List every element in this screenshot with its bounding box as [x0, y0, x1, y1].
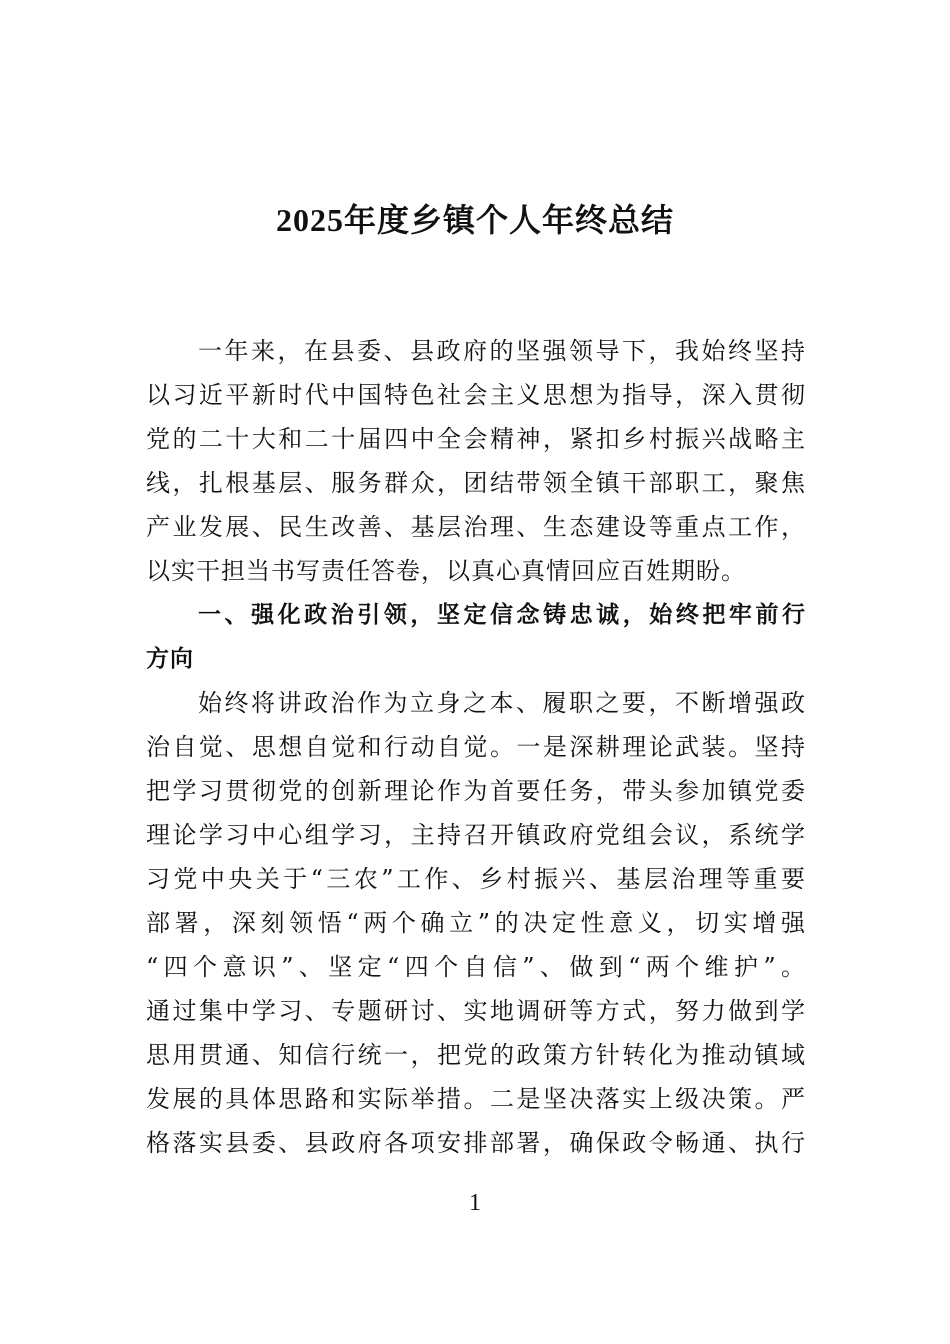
body-line: 一年来，在县委、县政府的坚强领导下，我始终坚持 [198, 337, 806, 365]
body-line: 党的二十大和二十届四中全会精神，紧扣乡村振兴战略主 [146, 425, 806, 453]
body-line: 格落实县委、县政府各项安排部署，确保政令畅通、执行 [146, 1129, 806, 1157]
body-line: 把学习贯彻党的创新理论作为首要任务，带头参加镇党委 [146, 777, 806, 805]
body-line: 思用贯通、知信行统一，把党的政策方针转化为推动镇域 [146, 1041, 806, 1069]
body-line: 以习近平新时代中国特色社会主义思想为指导，深入贯彻 [146, 381, 806, 409]
body-line: 通过集中学习、专题研讨、实地调研等方式，努力做到学 [146, 997, 806, 1025]
document-body [146, 329, 806, 1165]
document-title: 2025年度乡镇个人年终总结 [275, 202, 674, 238]
body-line: 部署，深刻领悟“两个确立”的决定性意义，切实增强 [146, 909, 806, 937]
body-line: 以实干担当书写责任答卷，以真心真情回应百姓期盼。 [146, 557, 746, 585]
body-line: 始终将讲政治作为立身之本、履职之要，不断增强政 [198, 689, 806, 717]
page-number: 1 [469, 1190, 481, 1216]
body-line: 理论学习中心组学习，主持召开镇政府党组会议，系统学 [146, 821, 806, 849]
body-line: 产业发展、民生改善、基层治理、生态建设等重点工作， [146, 513, 806, 541]
body-line: 治自觉、思想自觉和行动自觉。一是深耕理论武装。坚持 [146, 733, 806, 761]
body-line: “四个意识”、坚定“四个自信”、做到“两个维护”。 [146, 953, 806, 981]
body-line: 线，扎根基层、服务群众，团结带领全镇干部职工，聚焦 [146, 469, 806, 497]
body-line: 发展的具体思路和实际举措。二是坚决落实上级决策。严 [146, 1085, 806, 1113]
section-heading: 方向 [146, 646, 194, 672]
section-heading: 一、强化政治引领，坚定信念铸忠诚，始终把牢前行 [198, 602, 806, 628]
body-line: 习党中央关于“三农”工作、乡村振兴、基层治理等重要 [146, 865, 806, 893]
